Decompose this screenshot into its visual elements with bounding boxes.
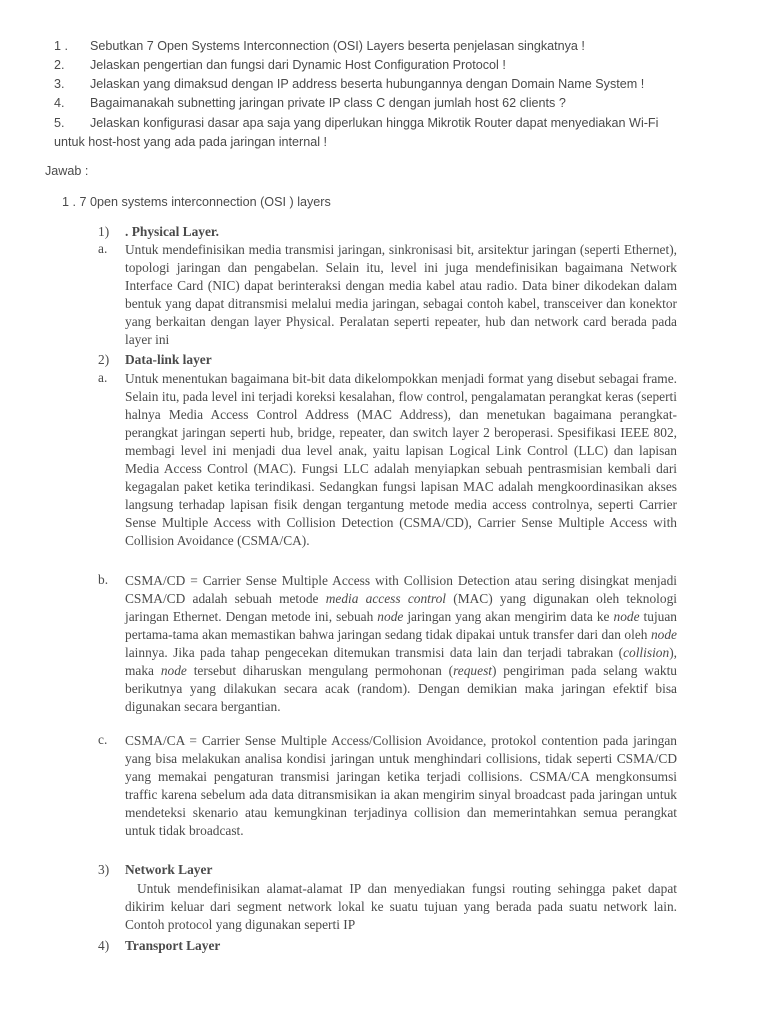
answer-label: Jawab : — [45, 164, 89, 178]
layer-title-physical: . Physical Layer. — [125, 224, 219, 239]
question-text: Jelaskan yang dimaksud dengan IP address beserta hubungannya dengan Domain Name System ! — [90, 77, 645, 91]
csma-cd-description: CSMA/CD = Carrier Sense Multiple Access with Collision Detection atau sering disingkat menjadi CSMA/CD adalah sebuah metode media access control (MAC) yang digunakan oleh teknologi jaringan Ethernet. Dengan metode ini, sebuah node jaringan yang akan mengirim data ke node tujuan pertama-tama akan memastikan bahwa jaringan sedang tidak dipakai untuk transfer dari dan oleh node lainnya. Jika pada tahap pengecekan ditemukan transmisi data lain dan terjadi tabrakan (collision), maka node tersebut diharuskan mengulang permohonan (request) pengiriman pada selang waktu berikutnya yang dilakukan secara acak (random). Dengan demikian maka jaringan efektif bisa digunakan secara bergantian. — [125, 573, 677, 714]
network-layer-description: Untuk mendefinisikan alamat-alamat IP dan menyediakan fungsi routing sehingga paket dapat dikirim keluar dari segment network lokal ke suatu tujuan yang berada pada suatu network lain. Contoh protocol yang digunakan seperti IP — [125, 881, 677, 932]
osi-heading: 1 . 7 0pen systems interconnection (OSI ) layers — [62, 195, 331, 209]
layer-title-transport: Transport Layer — [125, 938, 221, 953]
layer-title-datalink: Data-link layer — [125, 352, 212, 367]
question-text: Bagaimanakah subnetting jaringan private IP class C dengan jumlah host 62 clients ? — [90, 96, 566, 110]
question-4 — [54, 94, 566, 113]
layer-title-network: Network Layer — [125, 862, 213, 877]
item-letter: a. — [98, 241, 108, 256]
layer-number: 2) — [98, 352, 110, 367]
item-letter: a. — [98, 370, 108, 385]
datalink-layer-description: Untuk menentukan bagaimana bit-bit data dikelompokkan menjadi format yang disebut sebagai frame. Selain itu, pada level ini terjadi koreksi kesalahan, flow control, pengalamatan perangkat keras (seperti halnya Media Access Control Address (MAC Address), dan menetukan bagaimana perangkat-perangkat jaringan seperti hub, bridge, repeater, dan switch layer 2 beroperasi. Spesifikasi IEEE 802, membagi level ini menjadi dua level anak, yaitu lapisan Logical Link Control (LLC) dan lapisan Media Access Control (MAC). Fungsi LLC adalah menyiapkan sebuah pentrasmisian kembali dari kegagalan paket ketika terindikasi. Sedangkan fungsi lapisan MAC adalah mengkoordinasikan akses langsung terhadap lapisan fisik dengan tergantung metode media access controlnya, seperti Carrier Sense Multiple Access with Collision Detection (CSMA/CD), Carrier Sense Multiple Access with Collision Avoidance (CSMA/CA). — [125, 371, 677, 548]
question-3 — [54, 75, 644, 94]
physical-layer-description: Untuk mendefinisikan media transmisi jaringan, sinkronisasi bit, arsitektur jaringan (seperti Ethernet), topologi jaringan dan pengabelan. Selain itu, level ini juga mendefinisikan bagaimana Network Interface Card (NIC) dapat berinteraksi dengan media kabel atau radio. Data biner dikodekan dalam bentuk yang dapat ditransmisi melalui media jaringan, sebagai contoh kabel, transceiver dan konektor yang berkaitan dengan layer Physical. Peralatan seperti repeater, hub dan network card berada pada layer ini — [125, 242, 677, 347]
csma-ca-description: CSMA/CA = Carrier Sense Multiple Access/Collision Avoidance, protokol contention pada jaringan yang bisa melakukan analisa kondisi jaringan untuk menghindari collisions, tidak seperti CSMA/CD yang memakai pengaturan transmisi jaringan ketika terjadi collisions. CSMA/CA mengkonsumsi traffic karena sebelum ada data ditransmisikan ia akan mengirim sinyal broadcast pada jaringan untuk mendeteksi skenario atau kemungkinan terjadinya collision dan memerintahkan semua perangkat untuk tidak broadcast. — [125, 733, 677, 838]
question-number: 3. — [54, 77, 65, 91]
question-text: Jelaskan pengertian dan fungsi dari Dynamic Host Configuration Protocol ! — [90, 58, 506, 72]
question-text: Sebutkan 7 Open Systems Interconnection (OSI) Layers beserta penjelasan singkatnya ! — [90, 39, 585, 53]
layer-number: 3) — [98, 862, 110, 877]
item-letter: c. — [98, 732, 108, 747]
layer-number: 1) — [98, 224, 110, 239]
question-number: 4. — [54, 96, 65, 110]
item-letter: b. — [98, 572, 109, 587]
question-5 — [54, 114, 658, 133]
layer-number: 4) — [98, 938, 110, 953]
question-1 — [54, 37, 585, 56]
question-5-continuation: untuk host-host yang ada pada jaringan internal ! — [54, 135, 328, 149]
question-2 — [54, 56, 506, 75]
question-number: 1 . — [54, 39, 69, 53]
question-text: Jelaskan konfigurasi dasar apa saja yang diperlukan hingga Mikrotik Router dapat menyediakan Wi-Fi — [90, 116, 659, 130]
question-number: 2. — [54, 58, 65, 72]
question-number: 5. — [54, 116, 65, 130]
